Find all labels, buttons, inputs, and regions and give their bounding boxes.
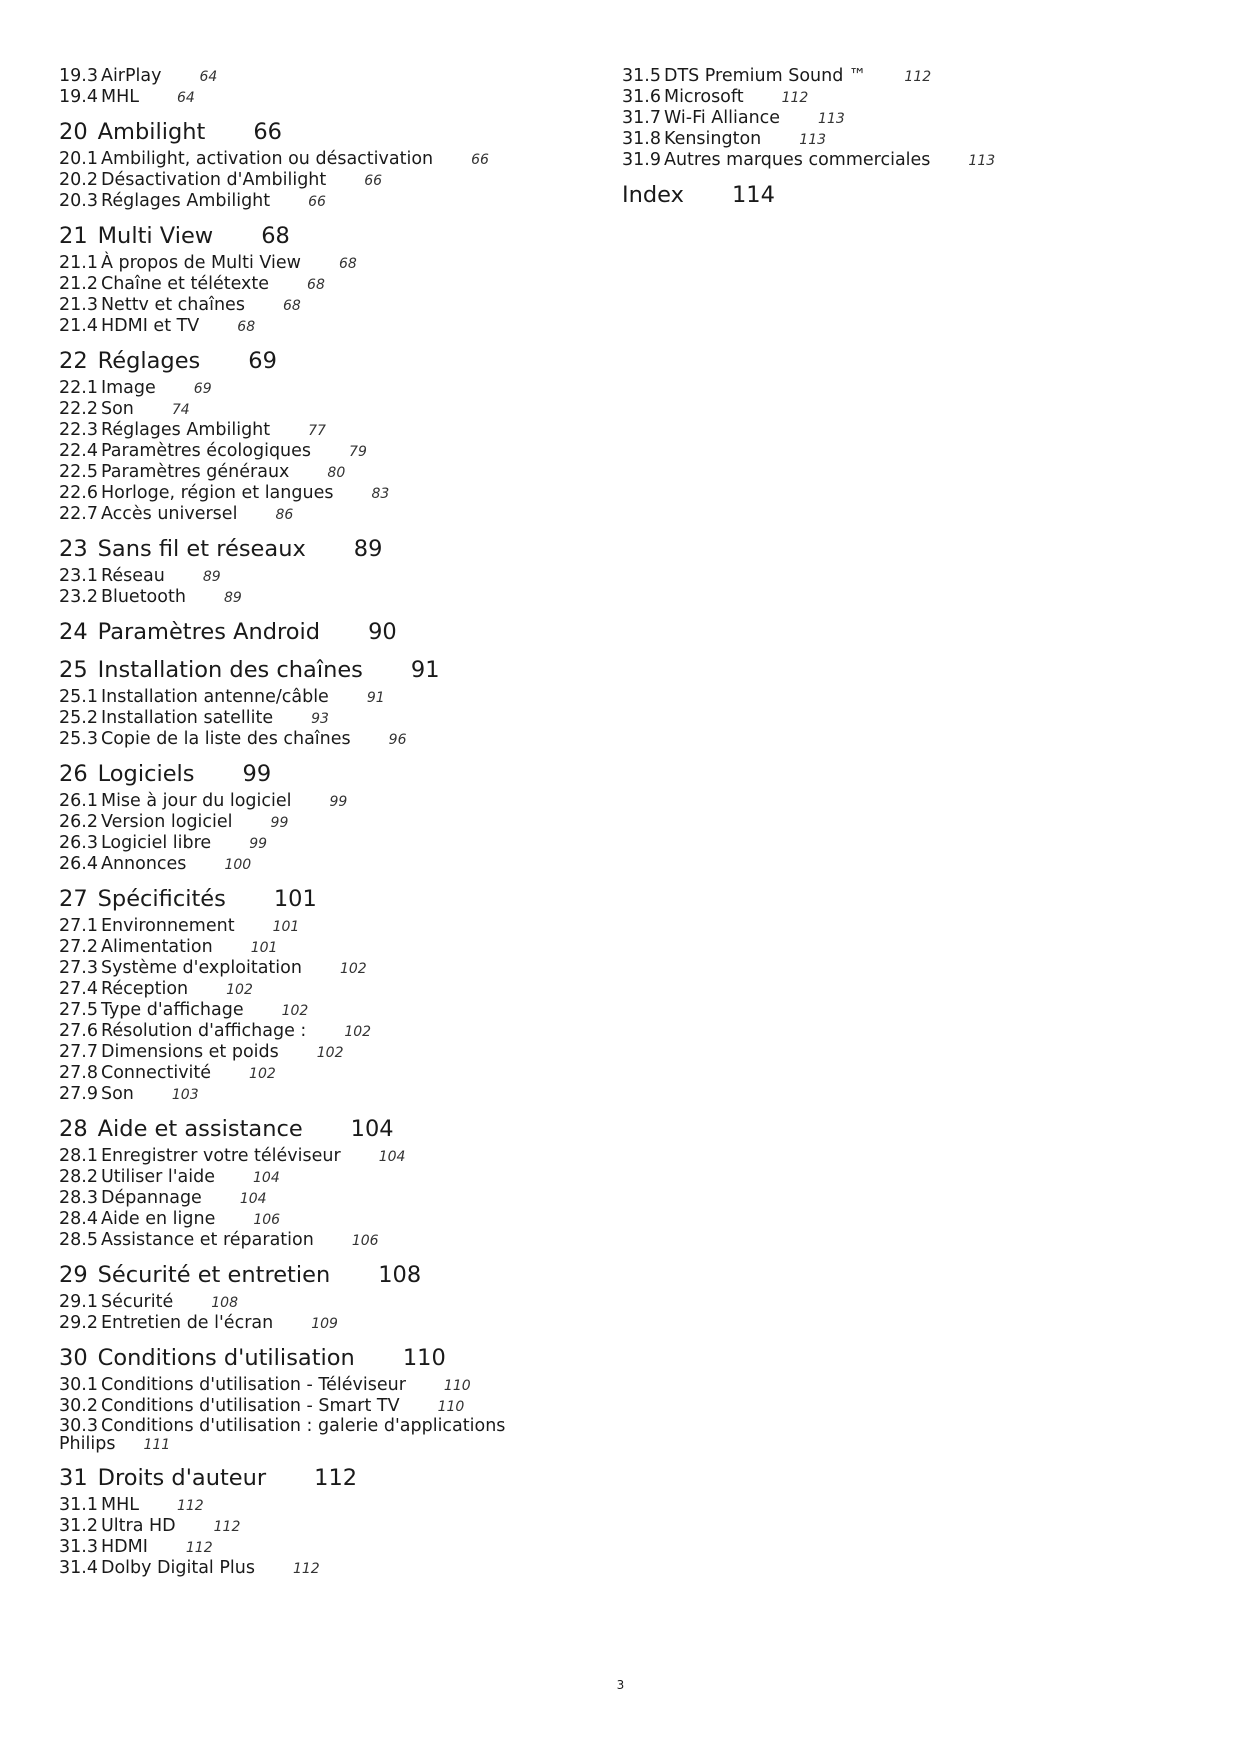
toc-entry-number: 27.2 [59, 937, 98, 957]
toc-entry-number: 28.1 [59, 1146, 98, 1166]
toc-entry-label: Annonces [100, 854, 187, 874]
toc-entry-number: 27.6 [59, 1021, 98, 1041]
toc-entry-page: 104 [253, 1170, 280, 1186]
toc-entry-label: Sécurité [100, 1292, 174, 1312]
toc-entry-number: 21.4 [59, 316, 98, 336]
toc-chapter-heading[interactable] [59, 1344, 579, 1372]
toc-chapter-page: 112 [314, 1465, 358, 1491]
toc-chapter-page: 114 [731, 182, 775, 208]
toc-entry-page: 99 [249, 836, 268, 852]
toc-right-column [622, 66, 1142, 212]
toc-entry[interactable] [622, 129, 1142, 150]
toc-entry[interactable] [59, 791, 579, 812]
toc-entry-page: 104 [378, 1149, 406, 1165]
toc-entry-page: 77 [308, 423, 326, 439]
toc-entry-number: 31.4 [59, 1558, 98, 1578]
toc-entry[interactable] [59, 1537, 579, 1558]
toc-chapter-page: 101 [273, 886, 317, 912]
toc-entry-page: 102 [339, 961, 367, 977]
toc-entry-page: 83 [371, 486, 390, 502]
toc-chapter-page: 110 [402, 1345, 446, 1371]
toc-entry-label: Type d'affichage [100, 1000, 244, 1020]
toc-entry-label: Résolution d'affichage : [100, 1021, 307, 1041]
toc-entry[interactable] [59, 1313, 579, 1334]
toc-entry-number: 30.1 [59, 1375, 98, 1395]
toc-entry-number: 31.2 [59, 1516, 98, 1536]
toc-entry-number: 19.3 [59, 66, 98, 86]
toc-chapter-title: Paramètres Android [97, 619, 321, 645]
toc-entry[interactable] [59, 916, 579, 937]
toc-entry[interactable] [622, 87, 1142, 108]
toc-entry[interactable] [59, 1021, 579, 1042]
toc-chapter-page: 68 [261, 223, 290, 249]
toc-entry[interactable] [59, 958, 579, 979]
toc-entry-number: 31.1 [59, 1495, 98, 1515]
toc-entry-page: 86 [275, 507, 294, 523]
toc-entry-page: 100 [224, 857, 252, 873]
toc-entry-label: Désactivation d'Ambilight [100, 170, 327, 190]
toc-entry[interactable] [59, 399, 579, 420]
toc-chapter-heading[interactable] [622, 181, 1142, 209]
toc-chapter-page: 66 [253, 119, 282, 145]
toc-entry[interactable] [59, 1084, 579, 1105]
toc-entry-number: 22.7 [59, 504, 98, 524]
toc-entry-page: 89 [223, 590, 242, 606]
toc-entry-number: 27.5 [59, 1000, 98, 1020]
toc-entry-page: 106 [351, 1233, 379, 1249]
toc-entry[interactable] [59, 687, 579, 708]
toc-entry[interactable] [59, 1375, 579, 1396]
toc-entry-page: 112 [292, 1561, 320, 1577]
toc-entry-page: 113 [799, 132, 827, 148]
toc-entry-label: MHL [100, 1495, 139, 1515]
toc-entry-number: 26.1 [59, 791, 98, 811]
toc-entry-label: Accès universel [100, 504, 238, 524]
toc-chapter-number: 21 [59, 223, 88, 249]
toc-entry-number: 19.4 [59, 87, 98, 107]
toc-entry-label: Environnement [100, 916, 235, 936]
toc-entry-number: 27.7 [59, 1042, 98, 1062]
toc-chapter-page: 90 [368, 619, 397, 645]
toc-entry-page: 102 [226, 982, 253, 998]
toc-entry[interactable] [59, 1417, 529, 1454]
toc-entry-page: 101 [250, 940, 278, 956]
toc-entry-number: 28.4 [59, 1209, 98, 1229]
toc-entry-label: Paramètres généraux [100, 462, 290, 482]
toc-entry-page: 102 [249, 1066, 276, 1082]
toc-entry-number: 22.2 [59, 399, 98, 419]
page-number: 3 [616, 1678, 625, 1692]
toc-chapter-heading[interactable] [59, 222, 579, 250]
toc-entry-page: 66 [471, 152, 489, 168]
toc-chapter-page: 99 [242, 761, 272, 787]
toc-entry[interactable] [59, 1495, 579, 1516]
toc-entry-label: Mise à jour du logiciel [100, 791, 292, 811]
toc-entry-page: 68 [237, 319, 256, 335]
toc-chapter-heading[interactable] [59, 535, 579, 563]
toc-chapter-title: Ambilight [97, 119, 206, 145]
toc-entry-page: 102 [344, 1024, 372, 1040]
toc-left-column [59, 66, 579, 1579]
toc-entry-number: 26.3 [59, 833, 98, 853]
toc-entry-label: Son [100, 1084, 134, 1104]
toc-entry-label: Version logiciel [100, 812, 233, 832]
toc-entry[interactable] [59, 66, 579, 87]
toc-chapter-heading[interactable] [59, 1115, 579, 1143]
toc-entry-label: Copie de la liste des chaînes [100, 729, 351, 749]
toc-entry-number: 22.1 [59, 378, 98, 398]
toc-chapter-number: 27 [59, 886, 88, 912]
toc-chapter-title: Conditions d'utilisation [97, 1345, 355, 1371]
toc-entry-page: 93 [311, 711, 329, 727]
toc-entry-number: 27.8 [59, 1063, 98, 1083]
toc-entry-label: Assistance et réparation [100, 1230, 314, 1250]
toc-entry[interactable] [622, 108, 1142, 129]
toc-chapter-title: Index [622, 182, 684, 208]
toc-entry-label: Réglages Ambilight [100, 420, 271, 440]
toc-entry-page: 108 [211, 1295, 238, 1311]
toc-entry[interactable] [59, 1146, 579, 1167]
toc-entry-page: 109 [311, 1316, 338, 1332]
toc-entry[interactable] [59, 462, 579, 483]
toc-chapter-number: 20 [59, 119, 88, 145]
toc-chapter-heading[interactable] [59, 760, 579, 788]
toc-entry[interactable] [59, 1230, 579, 1251]
toc-entry-number: 27.4 [59, 979, 98, 999]
toc-entry[interactable] [59, 420, 579, 441]
toc-entry-page: 64 [199, 69, 218, 85]
toc-entry[interactable] [59, 729, 579, 750]
toc-entry[interactable] [59, 149, 579, 170]
toc-entry-number: 21.3 [59, 295, 98, 315]
toc-entry-page: 111 [143, 1437, 171, 1453]
toc-entry-label: Ambilight, activation ou désactivation [100, 149, 434, 169]
toc-entry-label: Installation satellite [100, 708, 274, 728]
toc-entry-page: 80 [327, 465, 346, 481]
toc-entry-page: 99 [329, 794, 348, 810]
toc-entry-number: 26.4 [59, 854, 98, 874]
toc-entry-number: 31.3 [59, 1537, 98, 1557]
toc-entry-page: 68 [282, 298, 301, 314]
toc-chapter-number: 26 [59, 761, 88, 787]
toc-entry-number: 27.1 [59, 916, 98, 936]
toc-entry-number: 31.7 [622, 108, 661, 128]
toc-entry-page: 110 [437, 1399, 465, 1415]
toc-entry-label: AirPlay [100, 66, 162, 86]
toc-entry-number: 30.3 [59, 1416, 98, 1436]
toc-chapter-number: 23 [59, 536, 88, 562]
toc-entry-page: 112 [904, 69, 932, 85]
toc-entry[interactable] [59, 979, 579, 1000]
toc-entry-label: HDMI et TV [100, 316, 200, 336]
toc-entry-label: Conditions d'utilisation - Téléviseur [100, 1375, 406, 1395]
toc-entry[interactable] [59, 441, 579, 462]
toc-entry-page: 104 [239, 1191, 267, 1207]
toc-chapter-number: 30 [59, 1345, 88, 1371]
toc-entry-page: 89 [202, 569, 221, 585]
toc-entry-label: Dimensions et poids [100, 1042, 279, 1062]
toc-entry-label: Aide en ligne [100, 1209, 216, 1229]
toc-entry[interactable] [59, 1188, 579, 1209]
toc-entry[interactable] [59, 191, 579, 212]
toc-entry-label: Dépannage [100, 1188, 202, 1208]
toc-entry-label: Entretien de l'écran [100, 1313, 274, 1333]
toc-entry-number: 31.8 [622, 129, 661, 149]
toc-entry-page: 64 [176, 90, 195, 106]
toc-entry-label: Réglages Ambilight [100, 191, 271, 211]
toc-entry-number: 21.2 [59, 274, 98, 294]
toc-entry-page: 96 [388, 732, 407, 748]
toc-entry-label: À propos de Multi View [100, 253, 301, 273]
toc-entry-label: MHL [100, 87, 139, 107]
toc-entry[interactable] [59, 316, 579, 337]
toc-chapter-page: 89 [353, 536, 383, 562]
toc-entry[interactable] [59, 1000, 579, 1021]
toc-entry-number: 28.3 [59, 1188, 98, 1208]
toc-entry-label: Enregistrer votre téléviseur [100, 1146, 341, 1166]
toc-chapter-page: 91 [410, 657, 440, 683]
toc-entry-number: 20.1 [59, 149, 98, 169]
toc-entry-number: 27.9 [59, 1084, 98, 1104]
toc-chapter-title: Droits d'auteur [97, 1465, 267, 1491]
toc-entry-number: 31.6 [622, 87, 661, 107]
toc-entry-label: Logiciel libre [100, 833, 212, 853]
toc-entry-number: 22.3 [59, 420, 98, 440]
toc-entry-number: 25.3 [59, 729, 98, 749]
toc-chapter-heading[interactable] [59, 1261, 579, 1289]
toc-chapter-title: Réglages [97, 348, 201, 374]
toc-entry-page: 74 [171, 402, 190, 418]
toc-entry-page: 110 [443, 1378, 471, 1394]
toc-chapter-title: Logiciels [97, 761, 195, 787]
toc-entry-label: Nettv et chaînes [100, 295, 245, 315]
toc-chapter-title: Sécurité et entretien [97, 1262, 331, 1288]
toc-entry-page: 91 [366, 690, 385, 706]
toc-entry-number: 23.2 [59, 587, 98, 607]
toc-entry[interactable] [59, 1209, 579, 1230]
toc-entry[interactable] [59, 1396, 579, 1417]
toc-entry[interactable] [59, 253, 579, 274]
toc-entry[interactable] [59, 87, 579, 108]
toc-entry-label: Installation antenne/câble [100, 687, 329, 707]
toc-chapter-page: 69 [248, 348, 277, 374]
toc-entry-label: Conditions d'utilisation - Smart TV [100, 1396, 400, 1416]
toc-entry-number: 29.2 [59, 1313, 98, 1333]
toc-chapter-heading[interactable] [59, 618, 579, 646]
toc-entry-page: 69 [193, 381, 212, 397]
toc-entry-number: 26.2 [59, 812, 98, 832]
toc-chapter-heading[interactable] [59, 1464, 579, 1492]
toc-chapter-heading[interactable] [59, 885, 579, 913]
toc-entry-number: 30.2 [59, 1396, 98, 1416]
toc-entry-number: 28.5 [59, 1230, 98, 1250]
toc-chapter-number: 28 [59, 1116, 88, 1142]
toc-entry-number: 22.5 [59, 462, 98, 482]
toc-entry-page: 68 [338, 256, 357, 272]
toc-entry[interactable] [59, 854, 579, 875]
toc-entry-number: 20.2 [59, 170, 98, 190]
toc-entry-label: Paramètres écologiques [100, 441, 312, 461]
toc-entry-label: Microsoft [663, 87, 744, 107]
toc-entry-number: 27.3 [59, 958, 98, 978]
toc-chapter-number: 29 [59, 1262, 88, 1288]
toc-chapter-title: Installation des chaînes [97, 657, 363, 683]
toc-entry-label: Bluetooth [100, 587, 186, 607]
toc-entry-label: Alimentation [100, 937, 213, 957]
toc-entry[interactable] [622, 66, 1142, 87]
toc-entry-number: 22.6 [59, 483, 98, 503]
toc-entry-label: Autres marques commerciales [663, 150, 931, 170]
toc-entry-number: 20.3 [59, 191, 98, 211]
toc-entry-page: 68 [307, 277, 325, 293]
toc-chapter-page: 108 [378, 1262, 422, 1288]
toc-entry-label: Horloge, région et langues [100, 483, 334, 503]
toc-entry[interactable] [59, 170, 579, 191]
toc-entry-label: Dolby Digital Plus [100, 1558, 255, 1578]
toc-entry[interactable] [59, 937, 579, 958]
toc-entry-page: 103 [171, 1087, 199, 1103]
toc-entry[interactable] [59, 833, 579, 854]
toc-entry-label: Système d'exploitation [100, 958, 302, 978]
toc-entry-label: HDMI [100, 1537, 148, 1557]
toc-entry-page: 66 [308, 194, 326, 210]
toc-chapter-title: Sans fil et réseaux [97, 536, 306, 562]
toc-entry-number: 25.1 [59, 687, 98, 707]
toc-chapter-number: 24 [59, 619, 88, 645]
toc-entry-page: 112 [176, 1498, 204, 1514]
toc-entry-page: 113 [818, 111, 845, 127]
toc-chapter-page: 104 [350, 1116, 394, 1142]
toc-entry-number: 25.2 [59, 708, 98, 728]
toc-entry[interactable] [59, 483, 579, 504]
toc-entry[interactable] [59, 566, 579, 587]
toc-entry-label: Chaîne et télétexte [100, 274, 270, 294]
toc-entry[interactable] [59, 587, 579, 608]
toc-chapter-title: Spécificités [97, 886, 226, 912]
toc-chapter-heading[interactable] [59, 118, 579, 146]
toc-entry-number: 31.9 [622, 150, 661, 170]
toc-chapter-number: 22 [59, 348, 88, 374]
toc-entry-label: Ultra HD [100, 1516, 176, 1536]
toc-entry[interactable] [59, 378, 579, 399]
toc-chapter-number: 31 [59, 1465, 88, 1491]
toc-entry-page: 106 [253, 1212, 281, 1228]
toc-chapter-number: 25 [59, 657, 88, 683]
toc-entry-label: Réception [100, 979, 189, 999]
toc-entry-label: Wi-Fi Alliance [663, 108, 781, 128]
toc-chapter-heading[interactable] [59, 347, 579, 375]
toc-entry-label: Son [100, 399, 134, 419]
toc-entry-page: 101 [272, 919, 300, 935]
toc-entry[interactable] [622, 150, 1142, 171]
toc-entry[interactable] [59, 1516, 579, 1537]
toc-entry-page: 102 [316, 1045, 344, 1061]
toc-entry-label: Conditions d'utilisation : galerie d'applications Philips [59, 1416, 506, 1454]
toc-entry-page: 102 [281, 1003, 309, 1019]
toc-entry-label: Image [100, 378, 156, 398]
toc-entry[interactable] [59, 274, 579, 295]
toc-entry[interactable] [59, 812, 579, 833]
toc-entry-label: Connectivité [100, 1063, 212, 1083]
toc-entry-number: 29.1 [59, 1292, 98, 1312]
toc-entry-number: 22.4 [59, 441, 98, 461]
toc-entry[interactable] [59, 1292, 579, 1313]
toc-chapter-title: Aide et assistance [97, 1116, 303, 1142]
toc-entry-label: Utiliser l'aide [100, 1167, 216, 1187]
toc-entry-label: Kensington [663, 129, 762, 149]
toc-entry[interactable] [59, 1167, 579, 1188]
toc-entry[interactable] [59, 504, 579, 525]
toc-entry-page: 112 [213, 1519, 241, 1535]
toc-entry-number: 31.5 [622, 66, 661, 86]
toc-entry-number: 23.1 [59, 566, 98, 586]
toc-entry-page: 99 [270, 815, 289, 831]
toc-entry-number: 21.1 [59, 253, 98, 273]
toc-entry-label: Réseau [100, 566, 165, 586]
toc-chapter-heading[interactable] [59, 656, 579, 684]
toc-entry-page: 112 [185, 1540, 213, 1556]
toc-entry-label: DTS Premium Sound ™ [663, 66, 867, 86]
toc-entry[interactable] [59, 1042, 579, 1063]
toc-entry-page: 79 [349, 444, 367, 460]
toc-entry[interactable] [59, 295, 579, 316]
toc-entry[interactable] [59, 1063, 579, 1084]
toc-entry[interactable] [59, 1558, 579, 1579]
toc-chapter-title: Multi View [97, 223, 214, 249]
toc-entry-number: 28.2 [59, 1167, 98, 1187]
toc-entry-page: 112 [781, 90, 809, 106]
toc-entry[interactable] [59, 708, 579, 729]
toc-entry-page: 66 [364, 173, 383, 189]
toc-entry-page: 113 [968, 153, 996, 169]
